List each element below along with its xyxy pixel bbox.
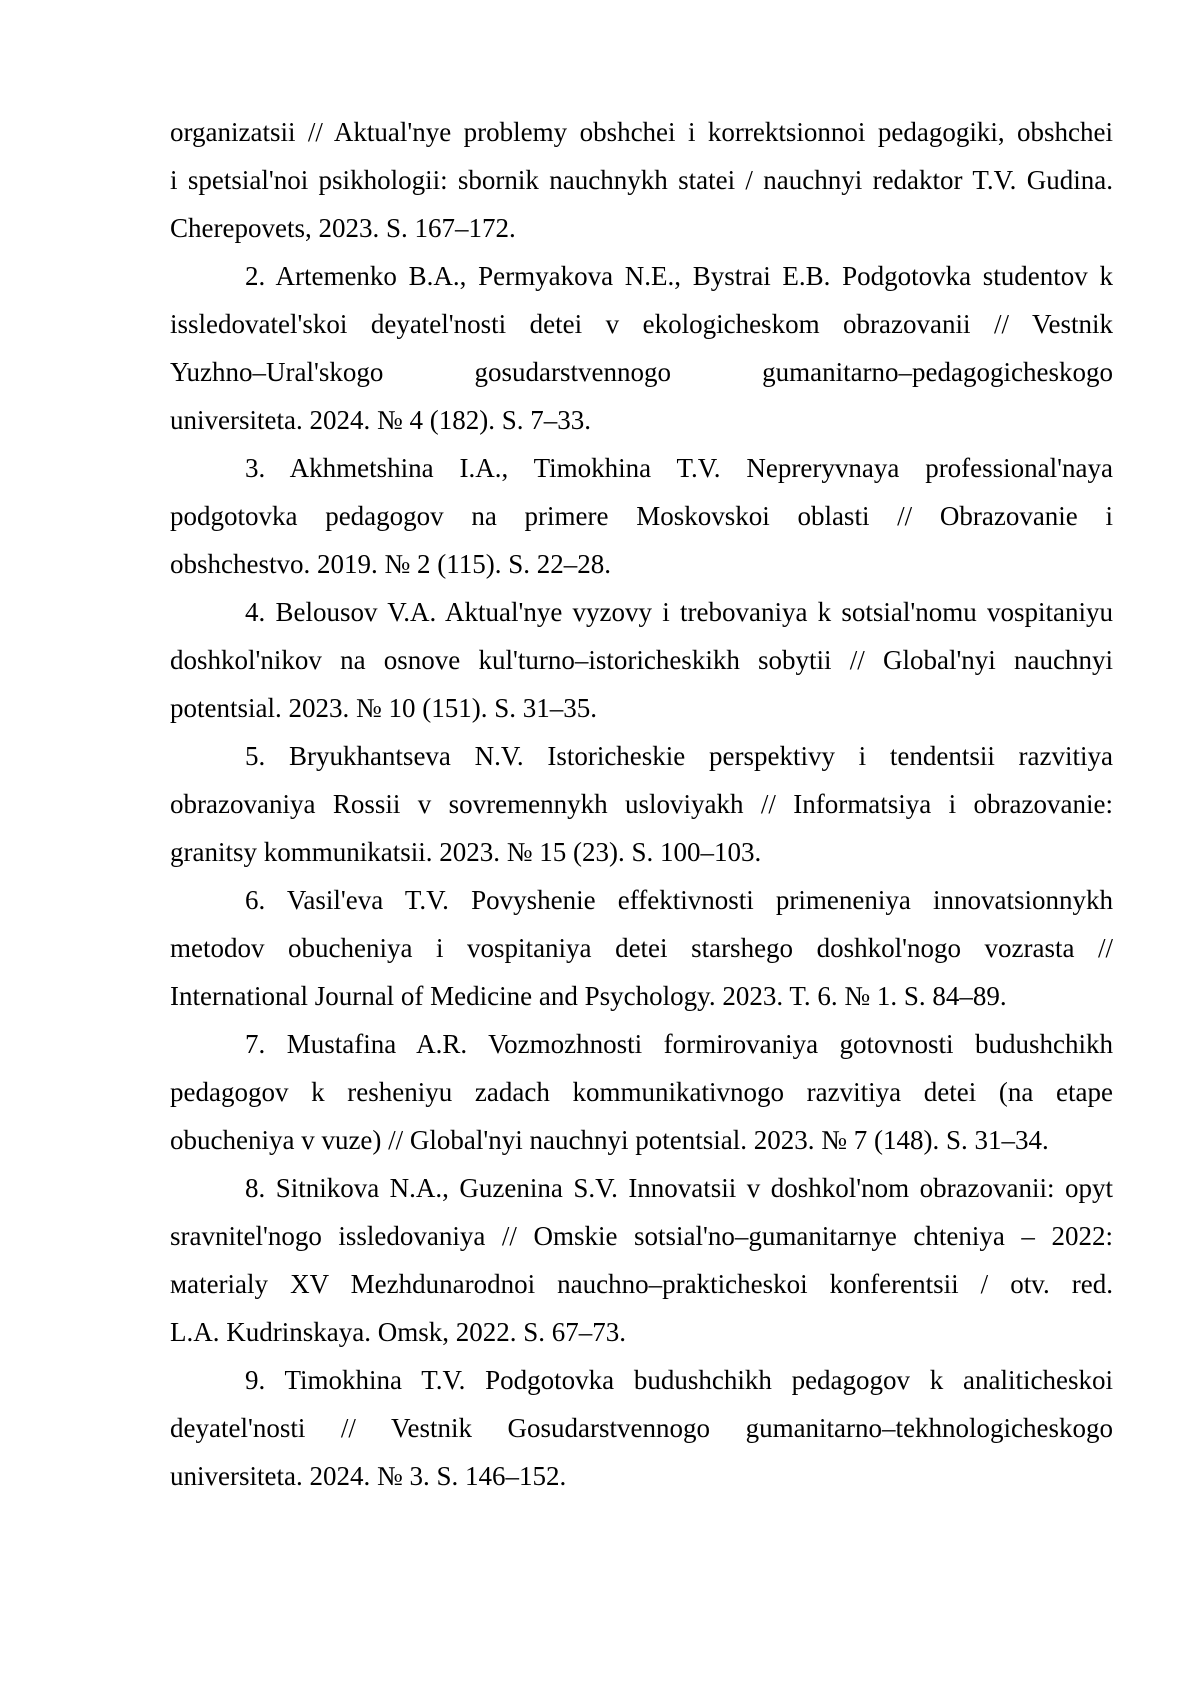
reference-line: 9. Timokhina T.V. Podgotovka budushchikh pedagogov k analiticheskoi	[245, 1365, 1113, 1395]
reference-line: International Journal of Medicine and Psychology. 2023. T. 6. № 1. S. 84–89.	[170, 981, 1007, 1011]
reference-line: podgotovka pedagogov na primere Moskovskoi oblasti // Obrazovanie i	[170, 501, 1113, 531]
reference-item	[170, 1356, 1113, 1500]
reference-line: obshchestvo. 2019. № 2 (115). S. 22–28.	[170, 549, 611, 579]
reference-line: мaterialy XV Mezhdunarodnoi nauchno–prakticheskoi konferentsii / otv. red.	[170, 1269, 1113, 1299]
reference-line: universiteta. 2024. № 3. S. 146–152.	[170, 1461, 567, 1491]
reference-line: 7. Mustafina A.R. Vozmozhnosti formirovaniya gotovnosti budushchikh	[245, 1029, 1113, 1059]
reference-item	[170, 876, 1113, 1020]
reference-line: L.A. Kudrinskaya. Omsk, 2022. S. 67–73.	[170, 1317, 626, 1347]
reference-line: granitsy kommunikatsii. 2023. № 15 (23). S. 100–103.	[170, 837, 762, 867]
reference-item	[170, 588, 1113, 732]
reference-line: issledovatel'skoi deyatel'nosti detei v ekologicheskom obrazovanii // Vestnik	[170, 309, 1113, 339]
reference-line: 5. Bryukhantseva N.V. Istoricheskie perspektivy i tendentsii razvitiya	[245, 741, 1113, 771]
reference-line: i spetsial'noi psikhologii: sbornik nauchnykh statei / nauchnyi redaktor T.V. Gudina.	[170, 165, 1113, 195]
reference-item	[170, 108, 1113, 252]
reference-line: Cherepovets, 2023. S. 167–172.	[170, 213, 516, 243]
references-list	[170, 108, 1113, 1500]
reference-item	[170, 252, 1113, 444]
reference-line: 3. Akhmetshina I.A., Timokhina T.V. Nepreryvnaya professional'naya	[245, 453, 1113, 483]
reference-line: sravnitel'nogo issledovaniya // Omskie sotsial'no–gumanitarnye chteniya – 2022:	[170, 1221, 1113, 1251]
reference-line: 2. Artemenko B.A., Permyakova N.E., Bystrai E.B. Podgotovka studentov k	[245, 261, 1113, 291]
reference-line: obrazovaniya Rossii v sovremennykh usloviyakh // Informatsiya i obrazovanie:	[170, 789, 1113, 819]
reference-item	[170, 732, 1113, 876]
reference-item	[170, 444, 1113, 588]
reference-line: doshkol'nikov na osnove kul'turno–istoricheskikh sobytii // Global'nyi nauchnyi	[170, 645, 1113, 675]
reference-line: potentsial. 2023. № 10 (151). S. 31–35.	[170, 693, 597, 723]
reference-line: organizatsii // Aktual'nye problemy obshchei i korrektsionnoi pedagogiki, obshchei	[170, 117, 1113, 147]
reference-item	[170, 1020, 1113, 1164]
reference-line: universiteta. 2024. № 4 (182). S. 7–33.	[170, 405, 591, 435]
reference-line: metodov obucheniya i vospitaniya detei starshego doshkol'nogo vozrasta //	[170, 933, 1113, 963]
reference-line: obucheniya v vuze) // Global'nyi nauchnyi potentsial. 2023. № 7 (148). S. 31–34.	[170, 1125, 1049, 1155]
reference-line: 8. Sitnikova N.A., Guzenina S.V. Innovatsii v doshkol'nom obrazovanii: opyt	[245, 1173, 1113, 1203]
reference-line: 6. Vasil'eva T.V. Povyshenie effektivnosti primeneniya innovatsionnykh	[245, 885, 1113, 915]
reference-line: 4. Belousov V.A. Aktual'nye vyzovy i trebovaniya k sotsial'nomu vospitaniyu	[245, 597, 1113, 627]
reference-line: pedagogov k resheniyu zadach kommunikativnogo razvitiya detei (na etape	[170, 1077, 1113, 1107]
reference-line: Yuzhno–Ural'skogo gosudarstvennogo gumanitarno–pedagogicheskogo	[170, 357, 1113, 387]
reference-item	[170, 1164, 1113, 1356]
reference-line: deyatel'nosti // Vestnik Gosudarstvennogo gumanitarno–tekhnologicheskogo	[170, 1413, 1113, 1443]
